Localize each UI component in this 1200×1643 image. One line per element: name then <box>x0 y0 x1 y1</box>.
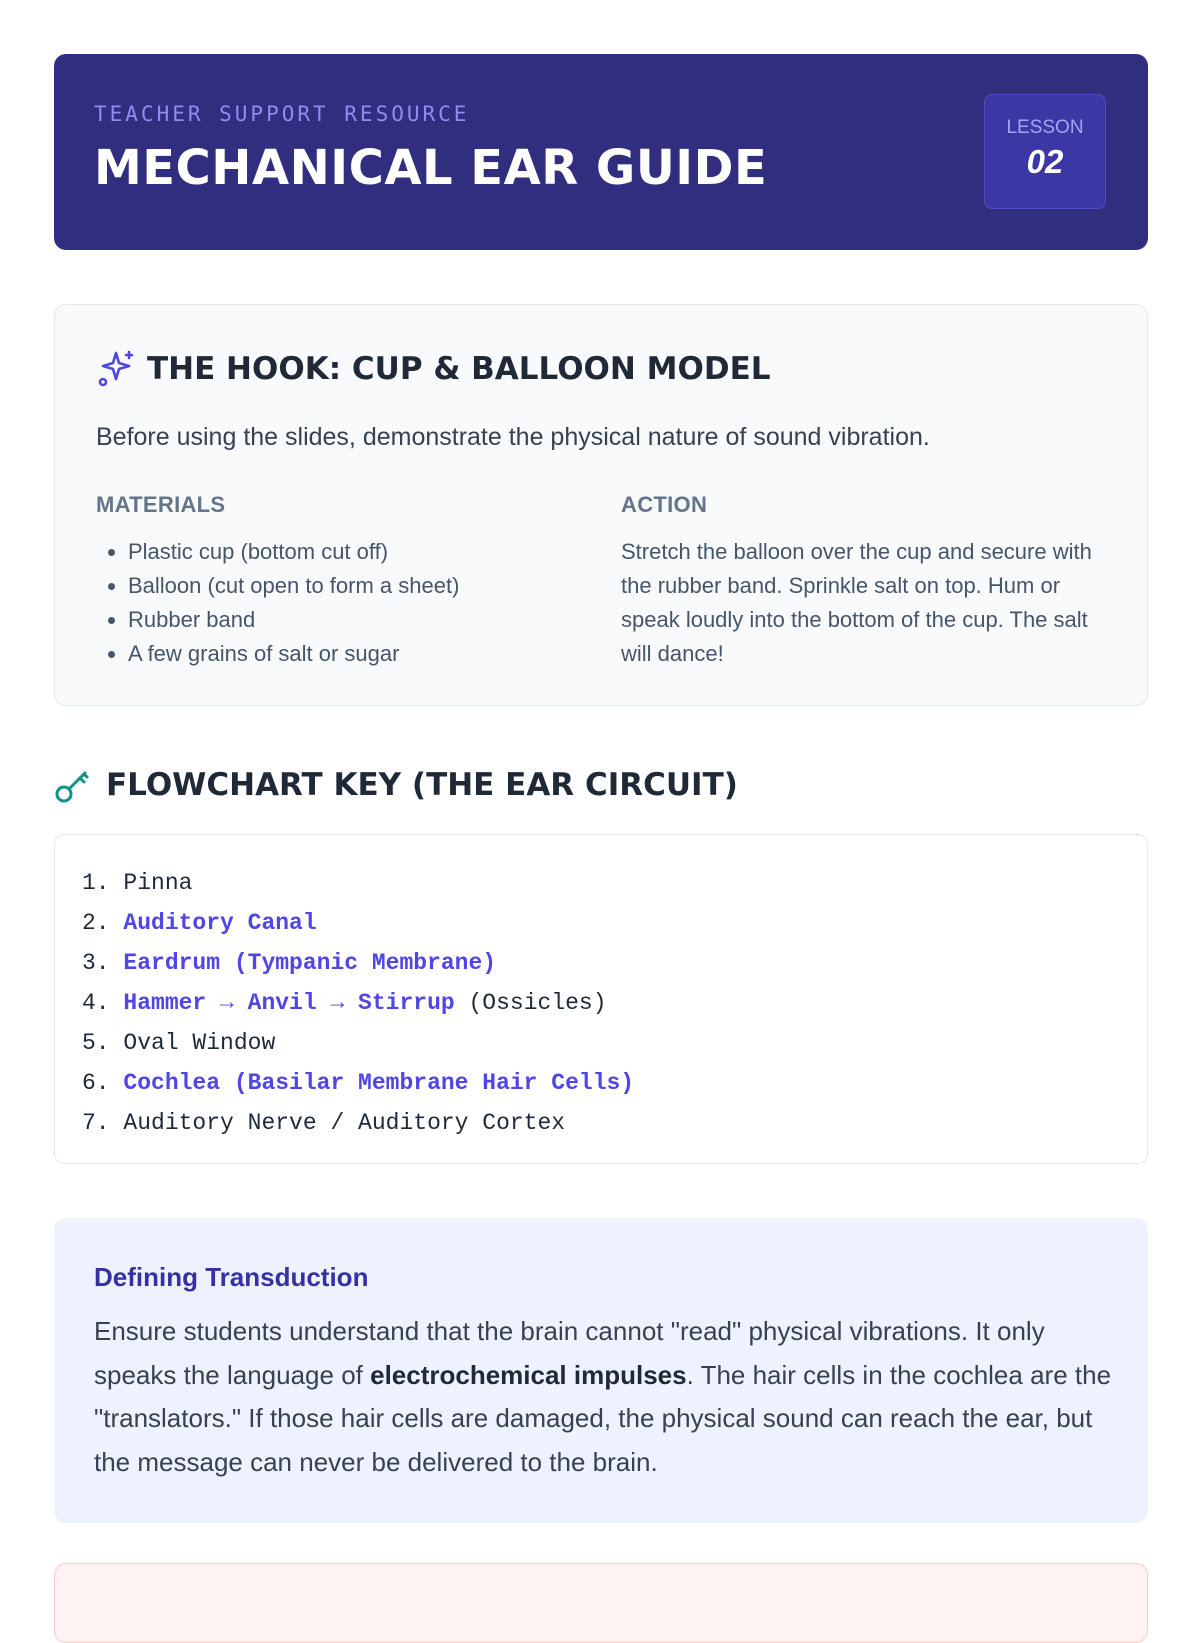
hook-card <box>54 304 1148 706</box>
flowchart-card <box>54 834 1148 1164</box>
key-icon <box>54 766 92 804</box>
eyebrow-label: TEACHER SUPPORT RESOURCE <box>94 102 470 126</box>
callout-emphasis: electrochemical impulses <box>370 1359 687 1390</box>
hook-heading: THE HOOK: CUP & BALLOON MODEL <box>147 351 771 387</box>
step-number: 1. <box>82 870 110 896</box>
flowchart-heading: FLOWCHART KEY (THE EAR CIRCUIT) <box>106 767 738 803</box>
flowchart-header <box>54 764 738 806</box>
flow-step <box>82 943 634 983</box>
step-number: 6. <box>82 1070 110 1096</box>
header-banner <box>54 54 1148 250</box>
transduction-callout <box>54 1218 1148 1523</box>
lesson-badge <box>984 94 1106 209</box>
step-text: Auditory Nerve / Auditory Cortex <box>123 1110 566 1136</box>
list-item: • Balloon (cut open to form a sheet) <box>128 569 459 603</box>
step-number: 2. <box>82 910 110 936</box>
callout-title: Defining Transduction <box>94 1262 369 1292</box>
list-item: • Plastic cup (bottom cut off) <box>128 535 459 569</box>
page-title: MECHANICAL EAR GUIDE <box>94 140 768 196</box>
hook-intro: Before using the slides, demonstrate the physical nature of sound vibration. <box>96 423 930 451</box>
callout-body <box>94 1310 1114 1484</box>
step-highlight: Cochlea (Basilar Membrane Hair Cells) <box>123 1070 635 1096</box>
step-text: Oval Window <box>123 1030 276 1056</box>
action-label: ACTION <box>621 492 708 517</box>
step-number: 3. <box>82 950 110 976</box>
action-text: Stretch the balloon over the cup and secure with the rubber band. Sprinkle salt on top. Hum or speak loudly into the bottom of the cup. The salt will dance! <box>621 539 1092 666</box>
warning-card <box>54 1563 1148 1643</box>
step-number: 5. <box>82 1030 110 1056</box>
hook-header <box>95 349 771 389</box>
lesson-label: LESSON <box>1006 117 1084 138</box>
flow-step <box>82 903 634 943</box>
step-extra: (Ossicles) <box>468 990 607 1016</box>
list-item: • Rubber band <box>128 603 459 637</box>
flow-step <box>82 1063 634 1103</box>
step-highlight: Eardrum (Tympanic Membrane) <box>123 950 497 976</box>
callout-text: . The hair cells in the cochlea are the "translators." If those hair cells are damaged, the physical sound can reach the ear, but the message can never be delivered to the brain. <box>94 1359 1112 1477</box>
lesson-number: 02 <box>1026 143 1064 180</box>
materials-list <box>96 535 459 671</box>
flowchart-steps <box>82 863 634 1143</box>
step-number: 4. <box>82 990 110 1016</box>
list-item: • A few grains of salt or sugar <box>128 637 459 671</box>
step-highlight: Hammer → Anvil → Stirrup <box>123 990 455 1016</box>
flow-step <box>82 863 634 903</box>
flow-step <box>82 1023 634 1063</box>
sparkles-icon <box>95 349 135 389</box>
step-highlight: Auditory Canal <box>123 910 317 936</box>
step-text: Pinna <box>123 870 193 896</box>
callout-text: Ensure students understand that the brain cannot "read" physical vibrations. It only speaks the language of <box>94 1316 1045 1390</box>
step-number: 7. <box>82 1110 110 1136</box>
materials-label: MATERIALS <box>96 492 226 517</box>
flow-step <box>82 1103 634 1143</box>
flow-step <box>82 983 634 1023</box>
